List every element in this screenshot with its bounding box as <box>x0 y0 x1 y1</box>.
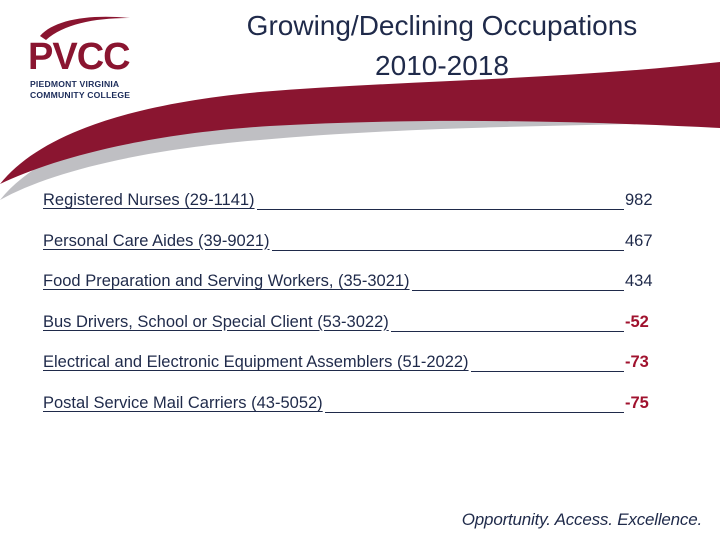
slide-title <box>200 6 684 86</box>
pvcc-logo <box>28 14 168 100</box>
title-line-2: 2010-2018 <box>375 50 509 81</box>
leader-line <box>325 389 624 413</box>
leader-line <box>471 348 624 372</box>
occupation-row <box>43 389 663 430</box>
leader-line <box>272 227 624 251</box>
occupation-value: -52 <box>625 312 649 331</box>
occupation-value: 982 <box>625 191 653 209</box>
footer-tagline: Opportunity. Access. Excellence. <box>461 510 702 529</box>
occupation-label: Electrical and Electronic Equipment Assemblers (51-2022) <box>43 353 469 372</box>
occupation-row <box>43 267 663 308</box>
occupation-row <box>43 186 663 227</box>
logo-subtitle-line1: PIEDMONT VIRGINIA <box>30 79 120 89</box>
occupation-label: Personal Care Aides (39-9021) <box>43 231 270 250</box>
occupation-label: Food Preparation and Serving Workers, (35-3021) <box>43 272 410 291</box>
occupation-row <box>43 227 663 268</box>
occupation-value: 434 <box>625 272 653 291</box>
logo-wordmark: PVCC <box>28 36 130 78</box>
occupation-value: -73 <box>625 353 649 372</box>
occupation-value: 467 <box>625 231 653 250</box>
occupation-row <box>43 308 663 349</box>
leader-line <box>412 267 624 291</box>
occupation-value: -75 <box>625 393 649 412</box>
title-line-1: Growing/Declining Occupations <box>246 10 638 41</box>
occupation-label: Bus Drivers, School or Special Client (53-3022) <box>43 312 389 331</box>
occupation-label: Postal Service Mail Carriers (43-5052) <box>43 393 323 412</box>
leader-line <box>391 308 624 332</box>
logo-subtitle-line2: COMMUNITY COLLEGE <box>30 90 131 100</box>
occupation-list <box>43 186 663 430</box>
occupation-label: Registered Nurses (29-1141) <box>43 191 255 209</box>
occupation-row <box>43 348 663 389</box>
leader-line <box>257 186 624 210</box>
